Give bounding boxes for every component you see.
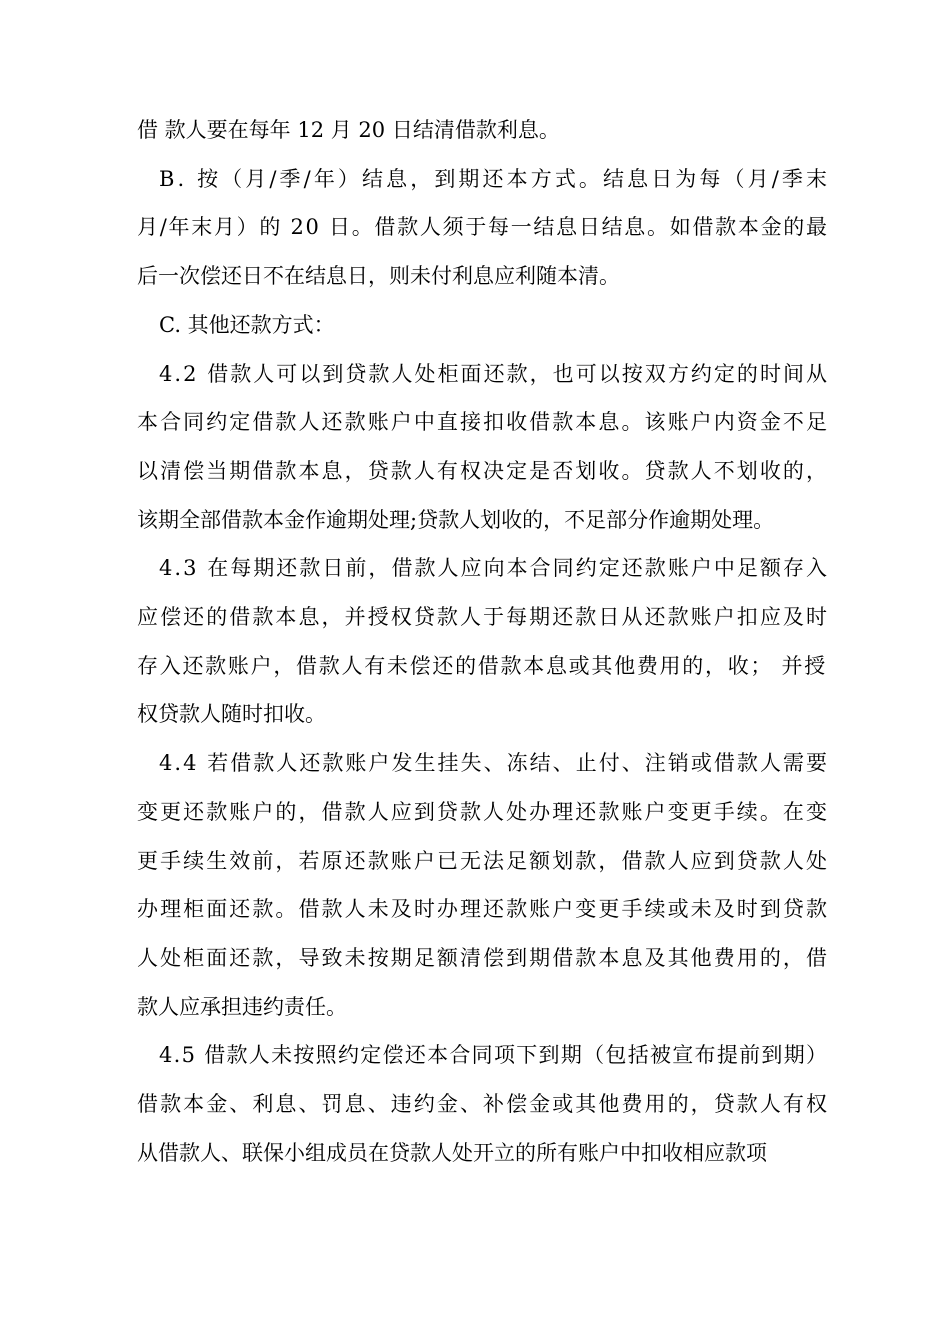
paragraph-p2 (137, 155, 831, 301)
text-line: 借 款人要在每年 12 月 20 日结清借款利息。 (137, 118, 560, 142)
text-line: 该期全部借款本金作逾期处理;贷款人划收的，不足部分作逾期处理。 (137, 507, 775, 532)
text-line: 后一次偿还日不在结息日，则未付利息应利随本清。 (137, 264, 620, 289)
text-line: 变更还款账户的，借款人应到贷款人处办理还款账户变更手续。在变 (137, 799, 830, 824)
document-body (137, 106, 831, 1177)
text-line: 以清偿当期借款本息，贷款人有权决定是否划收。贷款人不划收的， (137, 458, 830, 483)
text-line: 更手续生效前，若原还款账户已无法足额划款，借款人应到贷款人处 (137, 848, 830, 873)
text-line: 办理柜面还款。借款人未及时办理还款账户变更手续或未及时到贷款 (137, 897, 830, 922)
text-line: 月/年末月）的 20 日。借款人须于每一结息日结息。如借款本金的最 (137, 215, 829, 240)
text-line: 从借款人、联保小组成员在贷款人处开立的所有账户中扣收相应款项 (137, 1140, 767, 1165)
paragraph-p4 (137, 350, 830, 545)
text-line: 4.2 借款人可以到贷款人处柜面还款，也可以按双方约定的时间从 (159, 361, 830, 386)
text-line: 存入还款账户，借款人有未偿还的借款本息或其他费用的，收； 并授 (137, 653, 827, 678)
text-line: C. 其他还款方式： (159, 312, 335, 337)
text-line: B. 按（月/季/年）结息，到期还本方式。结息日为每（月/季末 (159, 166, 831, 191)
paragraph-p6 (137, 739, 830, 1031)
text-line: 本合同约定借款人还款账户中直接扣收借款本息。该账户内资金不足 (137, 410, 830, 435)
text-line: 应偿还的借款本息，并授权贷款人于每期还款日从还款账户扣应及时 (137, 605, 830, 630)
text-line: 借款本金、利息、罚息、违约金、补偿金或其他费用的，贷款人有权 (137, 1092, 830, 1117)
paragraph-p1 (137, 106, 827, 155)
paragraph-p3 (137, 301, 827, 350)
text-line: 4.4 若借款人还款账户发生挂失、冻结、止付、注销或借款人需要 (159, 751, 830, 776)
paragraph-p7 (137, 1031, 830, 1177)
paragraph-p5 (137, 544, 830, 739)
text-line: 款人应承担违约责任。 (137, 994, 347, 1019)
text-line: 权贷款人随时扣收。 (137, 702, 326, 727)
text-line: 人处柜面还款，导致未按期足额清偿到期借款本息及其他费用的，借 (137, 945, 830, 970)
text-line: 4.5 借款人未按照约定偿还本合同项下到期（包括被宣布提前到期） (159, 1043, 829, 1068)
text-line: 4.3 在每期还款日前，借款人应向本合同约定还款账户中足额存入 (159, 556, 830, 581)
